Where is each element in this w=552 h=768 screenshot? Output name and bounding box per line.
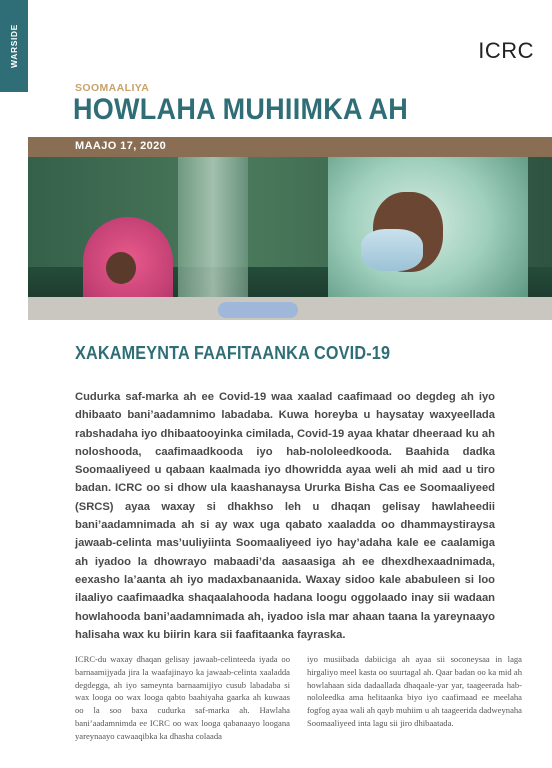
side-tab [0, 0, 28, 92]
body-column-right: iyo musiibada dabiiciga ah ayaa sii soconeysaa in laga hirgaliyo meel kasta oo suurtagal ah. Qaar badan oo ka mid ah howlahaan sida dadaallada dhaqaale-yar yar, taageerada hab-nololeedka ama helitaanka biyo iyo caafimaad ee meelaha fogfog ayaa wali ah qayb muhiim u ah taageerida dadweynaha Soomaaliyeed inta lagu sii jiro dhibaatada. [307, 654, 522, 728]
page-title: HOWLAHA MUHIIMKA AH [73, 93, 409, 126]
lead-paragraph: Cudurka saf-marka ah ee Covid-19 waa xaalad caafimaad oo degdeg ah iyo dhibaato bani’aadamnimo labadaba. Kuwa horeyba u haysatay waxyeellada rabshadaha iyo dhibaatooyinka cimilada, Covid-19 ayaa khatar dheeraad ku ah noloshooda, caafimaadkooda iyo hab-nololeedkooda. Baahida dadka Soomaaliyeed u qabaan kaalmada iyo dhowridda ayaa weli ah mid aad u tiro badan. ICRC oo si dhow ula kaashanaysa Ururka Bisha Cas ee Soomaaliyeed (SRCS) ayaa waxay si dhakhso leh u dhaqan gelisay hawlaheedii bani’aadamnimada ah si ay wax uga qabato xaaladda oo dhammaystiraysa jawaab-celinta mas’uuliyiinta Soomaaliyeed iyo hay’adaha kale ee caalamiga ah iyadoo la dhowrayo mabaadi’da aasaasiga ah ee dhexdhexaadnimada, eexasho la’aanta ah iyo madaxbanaanida. Waxay sidoo kale ababuleen si loo ilaaliyo caafimaadka shaqaalahooda hadana loogu oggolaado inay sii wadaan howlahooda bani’aadamnimada ah, iyadoo isla mar ahaan taana la yareynaayo halisaha wax ku biirin kara sii faafitaanka fayraska. [75, 391, 495, 641]
photo-patient-face [106, 252, 136, 284]
icrc-logo: ICRC [478, 38, 534, 63]
photo-face-mask [361, 229, 423, 271]
photo-glove [218, 302, 298, 318]
date-bar [28, 137, 552, 157]
region-label: SOOMAALIYA [75, 82, 150, 94]
date-label: MAAJO 17, 2020 [75, 140, 167, 152]
side-tab-label: WARSIDE [9, 24, 19, 68]
hero-photo [28, 157, 552, 320]
photo-curtain [178, 157, 248, 320]
section-heading: XAKAMEYNTA FAAFITAANKA COVID-19 [75, 343, 391, 363]
body-column-left: ICRC-du waxay dhaqan gelisay jawaab-celinteeda iyada oo barnaamijyada jira la waafajinayo ka jawaab-celinta xaaladda degdegga, ah iyo sameynta barnaamijiyo cusub labadaba si wax looga oo wax looga qabto baahiyaha gaarka ah kuwaas oo la soo baxa cudurka saf-marka ah. Hawlaha bani’aadamnimda ee ICRC oo wax looga qabanaayo loogana yareynaayo cawaaqibka ka dhasha colaada [75, 654, 290, 741]
